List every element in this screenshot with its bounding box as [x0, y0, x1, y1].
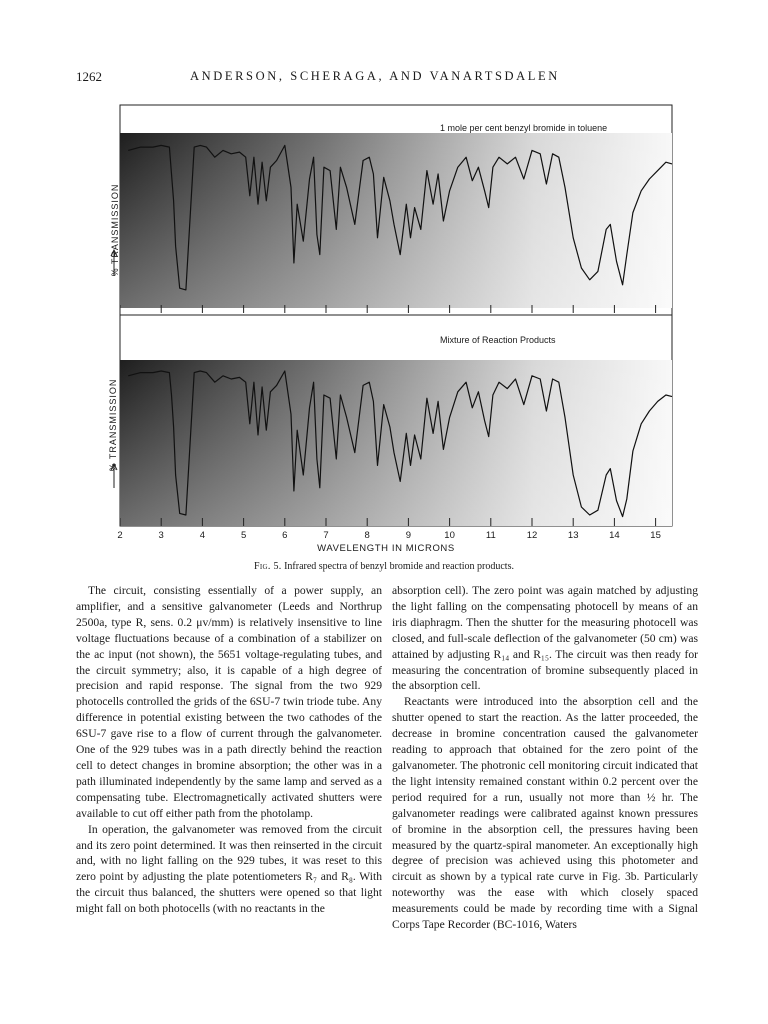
figure-caption-text: Infrared spectra of benzyl bromide and reaction products.: [281, 561, 514, 572]
right-column: [392, 583, 698, 933]
tick-label: 12: [526, 530, 538, 541]
x-axis-label: WAVELENGTH IN MICRONS: [317, 543, 455, 554]
panel-2-arrow-icon: [111, 464, 117, 488]
paragraph: Reactants were introduced into the absorption cell and the shutter opened to start the reaction. As the latter proceeded, the decrease in bromine concentration caused the galvanometer reading to approach that obtained for the zero point of the galvanometer. The photronic cell monitoring circuit indicated that the light intensity remained constant within 0.2 percent over the period required for a run, usually not more than ½ hr. The galvanometer readings were calibrated against known pressures of bromine in the absorption cell, the pressures having been measured by the quartz-spiral manometer. An exceptionally high degree of precision was achieved using this photometer and circuit as shown by a typical rate curve in Fig. 3b. Particularly noteworthy was the ease with which closely spaced measurements could be made by recording time with a Signal Corps Tape Recorder (BC-1016, Waters: [392, 695, 698, 932]
panel-2-title: Mixture of Reaction Products: [440, 335, 556, 345]
tick-label: 4: [199, 530, 206, 541]
tick-label: 8: [364, 530, 370, 541]
panel-2-ylabel: % TRANSMISSION: [108, 378, 118, 472]
spectrum-panel-2: [108, 335, 672, 526]
tick-label: 11: [485, 530, 496, 541]
panel-1-ylabel: % TRANSMISSION: [110, 183, 120, 277]
tick-label: 9: [405, 530, 412, 541]
page-number: 1262: [76, 69, 102, 84]
panel-1-title: 1 mole per cent benzyl bromide in toluene: [440, 123, 608, 133]
tick-label: 15: [650, 530, 661, 541]
tick-label: 13: [567, 530, 579, 541]
spectra-svg: [110, 100, 680, 562]
tick-label: 3: [158, 530, 164, 541]
figure-caption: [0, 561, 768, 572]
tick-label: 10: [444, 530, 455, 541]
paragraph: The circuit, consisting essentially of a power supply, an amplifier, and a sensitive galvanometer (Leeds and Northrup 2500a, type R, sens. 0.2 μv/mm) is relatively insensitive to line voltage fluctuations because of a combination of a stabilizer on the ac input (not shown), the 5651 voltage-regulating tubes, and the circuit symmetry; also, it is capable of a high degree of precision and rapid response. The signal from the two 929 photocells controlled the grids of the 6SU-7 twin triode tube. Any difference in potential existing between the two cathodes of the 6SU-7 gave rise to a flow of current through the galvanometer. One of the 929 tubes was in a path directly behind the reaction cell to detect changes in bromine absorption; the other was in a path illuminated independently by the same lamp and served as a compensating tube. Electromagnetically activated shutters were available to cut off either path from the photolamp.: [76, 584, 382, 820]
paragraph: In operation, the galvanometer was removed from the circuit and its zero point determined. It was then reinserted in the circuit and, with no light falling on the 929 tubes, it was reset to this zero point by adjusting the plate potentiometers R₇ and R₈. With the circuit thus balanced, the shutters were opened so that light might fall on both photocells (with no reactants in the: [76, 822, 382, 916]
running-head: ANDERSON, SCHERAGA, AND VANARTSDALEN: [190, 69, 560, 83]
spectrum-panel-1: [110, 123, 672, 308]
tick-label: 7: [323, 530, 329, 541]
ir-spectra-figure: [110, 100, 680, 562]
left-column: [76, 583, 382, 917]
x-axis-tick-labels: [117, 530, 661, 541]
tick-label: 5: [240, 530, 247, 541]
tick-label: 14: [609, 530, 620, 541]
paragraph: absorption cell). The zero point was again matched by adjusting the light falling on the compensating photocell by means of an iris diaphragm. Then the shutter for the measuring photocell was closed, and full-scale deflection of the galvanometer (50 cm) was attained by adjusting R₁₄ and R₁₅. The circuit was then ready for measuring the concentration of bromine subsequently placed in the absorption cell.: [392, 584, 698, 693]
tick-label: 2: [117, 530, 123, 541]
figure-caption-label: Fig. 5.: [254, 561, 282, 572]
tick-label: 6: [282, 530, 288, 541]
